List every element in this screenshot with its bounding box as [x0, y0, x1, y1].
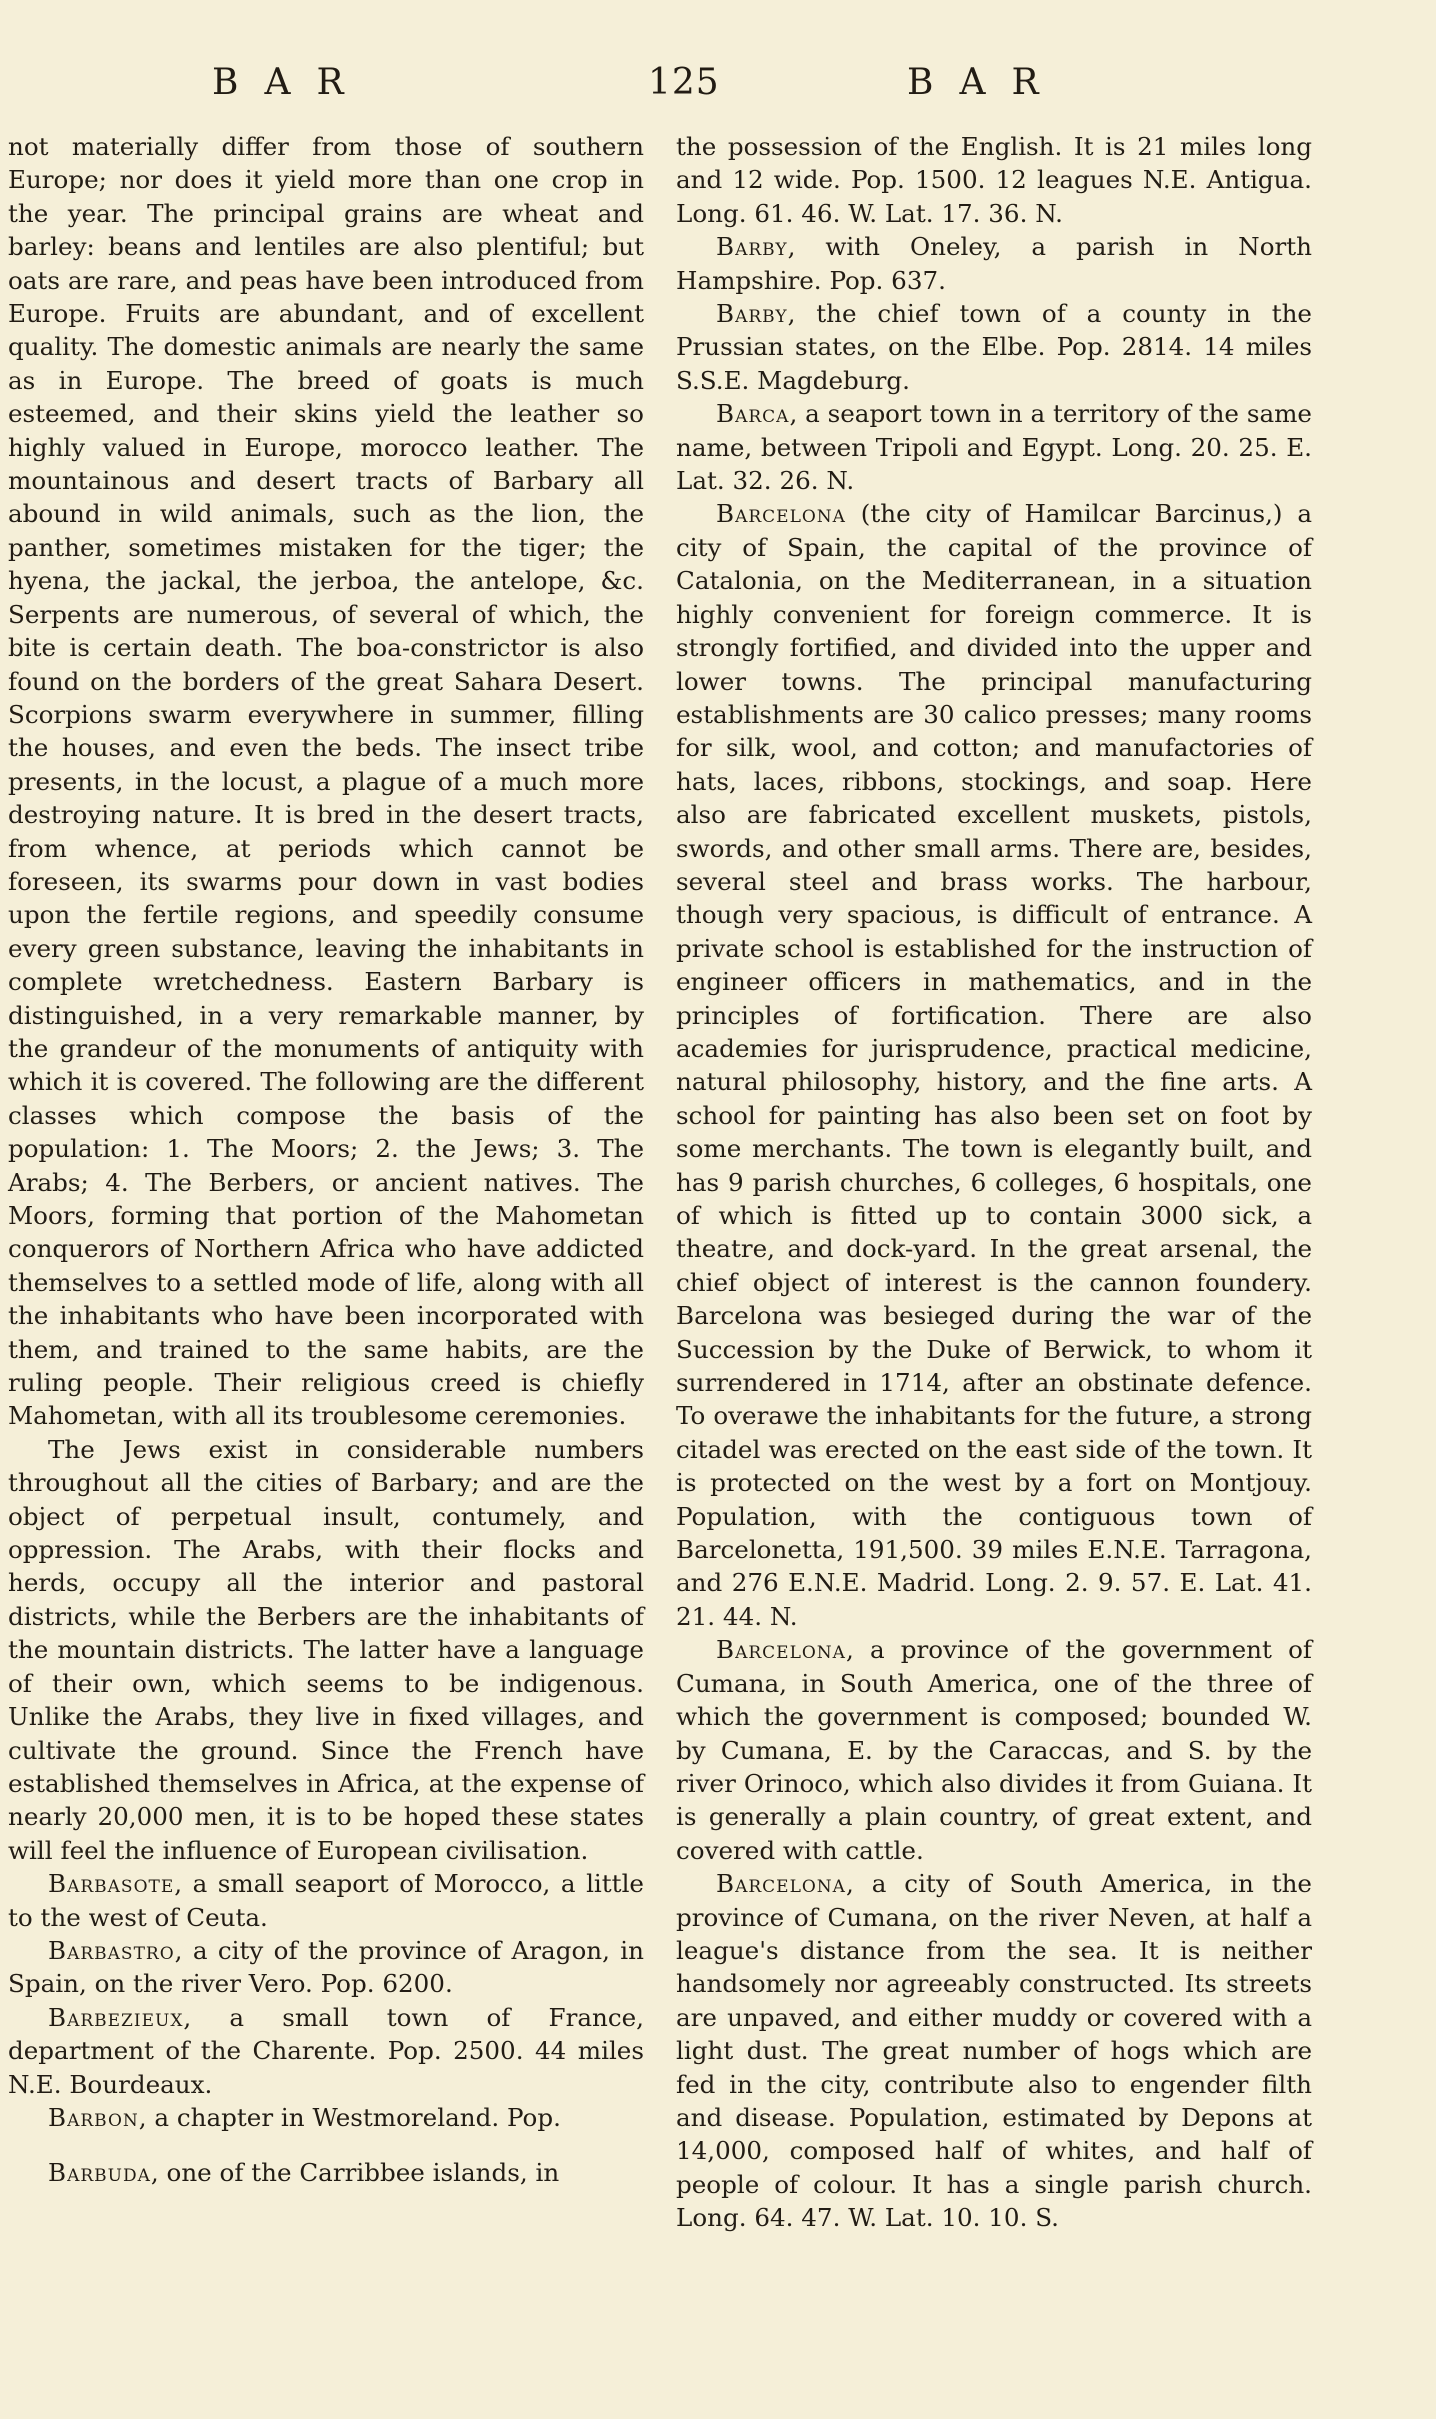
dictionary-entry	[676, 1633, 1312, 1867]
entry-headword: Barbasote	[48, 1869, 175, 1899]
entry-text: , a province of the government of Cumana, in South America, one of the three of which the government is composed; bounded W. by Cumana, E. by the Caraccas, and S. by the river Orinoco, which also divides it from Guiana. It is generally a plain country, of great extent, and covered with cattle.	[676, 1635, 1312, 1865]
dictionary-entry	[676, 230, 1312, 297]
dictionary-entry	[8, 1934, 644, 2001]
entry-text: , the chief town of a county in the Prussian states, on the Elbe. Pop. 2814. 14 miles S.S.E. Magdeburg.	[676, 299, 1312, 395]
entry-text: The Jews exist in considerable numbers throughout all the cities of Barbary; and are the object of perpetual insult, contumely, and oppression. The Arabs, with their flocks and herds, occupy all the interior and pastoral districts, while the Berbers are the inhabitants of the mountain districts. The latter have a language of their own, which seems to be indigenous. Unlike the Arabs, they live in fixed villages, and cultivate the ground. Since the French have established themselves in Africa, at the expense of nearly 20,000 men, it is to be hoped these states will feel the influence of European civilisation.	[8, 1434, 644, 1865]
entry-headword: Barca	[716, 399, 790, 429]
dictionary-entry	[676, 297, 1312, 397]
entry-headword: Barcelona	[716, 499, 846, 529]
left-column	[8, 130, 644, 2190]
dictionary-entry	[676, 397, 1312, 497]
dictionary-entry	[8, 2001, 644, 2101]
entry-headword: Barcelona	[716, 1635, 846, 1665]
dictionary-entry	[676, 497, 1312, 1633]
entry-text: , one of the Carribbee islands, in	[150, 2158, 560, 2188]
entry-text: not materially differ from those of southern Europe; nor does it yield more than one crop in the year. The principal grains are wheat and barley: beans and lentiles are also plentiful; but oats are rare, and peas have been introduced from Europe. Fruits are abundant, and of excellent quality. The domestic animals are nearly the same as in Europe. The breed of goats is much esteemed, and their skins yield the leather so highly valued in Europe, morocco leather. The mountainous and desert tracts of Barbary all abound in wild animals, such as the lion, the panther, sometimes mistaken for the tiger; the hyena, the jackal, the jerboa, the antelope, &c. Serpents are numerous, of several of which, the bite is certain death. The boa-constrictor is also found on the borders of the great Sahara Desert. Scorpions swarm everywhere in summer, filling the houses, and even the beds. The insect tribe presents, in the locust, a plague of a much more destroying nature. It is bred in the desert tracts, from whence, at periods which cannot be foreseen, its swarms pour down in vast bodies upon the fertile regions, and speedily consume every green substance, leaving the inhabitants in complete wretchedness. Eastern Barbary is distinguished, in a very remarkable manner, by the grandeur of the monuments of antiquity with which it is covered. The following are the different classes which compose the basis of the population: 1. The Moors; 2. the Jews; 3. The Arabs; 4. The Berbers, or ancient natives. The Moors, forming that portion of the Mahometan conquerors of Northern Africa who have addicted themselves to a settled mode of life, along with all the inhabitants who have been incorporated with them, and trained to the same habits, are the ruling people. Their religious creed is chiefly Mahometan, with all its troublesome ceremonies.	[8, 132, 644, 1431]
entry-headword: Barcelona	[716, 1869, 846, 1899]
entry-headword: Barby	[716, 232, 788, 262]
entry-text: the possession of the English. It is 21 miles long and 12 wide. Pop. 1500. 12 leagues N.E. Antigua. Long. 61. 46. W. Lat. 17. 36. N.	[676, 132, 1312, 228]
entry-text: , a small town of France, department of the Charente. Pop. 2500. 44 miles N.E. Bourdeaux.	[8, 2002, 644, 2099]
header-right-word: BAR	[907, 62, 1065, 103]
entry-text: , with Oneley, a parish in North Hampshire. Pop. 637.	[676, 232, 1312, 295]
entry-headword: Barbuda	[48, 2158, 151, 2188]
entry-paragraph	[8, 130, 644, 1433]
entry-text: , a city of South America, in the province of Cumana, on the river Neven, at half a league's distance from the sea. It is neither handsomely nor agreeably constructed. Its streets are unpaved, and either muddy or covered with a light dust. The great number of hogs which are fed in the city, contribute also to engender filth and disease. Population, estimated by Depons at 14,000, composed half of whites, and half of people of colour. It has a single parish church. Long. 64. 47. W. Lat. 10. 10. S.	[676, 1869, 1312, 2233]
entry-headword: Barbezieux	[48, 2002, 184, 2032]
dictionary-entry	[8, 2156, 644, 2189]
right-column	[676, 130, 1312, 2235]
entry-text: , a city of the province of Aragon, in Spain, on the river Vero. Pop. 6200.	[8, 1935, 644, 1999]
entry-headword: Barby	[716, 299, 788, 329]
entry-paragraph	[676, 130, 1312, 230]
dictionary-entry	[676, 1867, 1312, 2234]
entry-text: , a small seaport of Morocco, a little to the west of Ceuta.	[8, 1869, 644, 1932]
entry-paragraph	[8, 1433, 644, 1867]
running-header	[0, 62, 1436, 112]
dictionary-entry	[8, 1867, 644, 1934]
page-number: 125	[648, 62, 720, 103]
entry-headword: Barbon	[48, 2102, 139, 2132]
dictionary-entry	[8, 2101, 644, 2134]
entry-headword: Barbastro	[48, 1935, 175, 1965]
header-left-word: BAR	[212, 62, 370, 103]
entry-text: (the city of Hamilcar Barcinus,) a city of Spain, the capital of the province of Catalonia, on the Mediterranean, in a situation highly convenient for foreign commerce. It is strongly fortified, and divided into the upper and lower towns. The principal manufacturing establishments are 30 calico presses; many rooms for silk, wool, and cotton; and manufactories of hats, laces, ribbons, stockings, and soap. Here also are fabricated excellent muskets, pistols, swords, and other small arms. There are, besides, several steel and brass works. The harbour, though very spacious, is difficult of entrance. A private school is established for the instruction of engineer officers in mathematics, and in the principles of fortification. There are also academies for jurisprudence, practical medicine, natural philosophy, history, and the fine arts. A school for painting has also been set on foot by some merchants. The town is elegantly built, and has 9 parish churches, 6 colleges, 6 hospitals, one of which is fitted up to contain 3000 sick, a theatre, and dock-yard. In the great arsenal, the chief object of interest is the cannon foundery. Barcelona was besieged during the war of the Succession by the Duke of Berwick, to whom it surrendered in 1714, after an obstinate defence. To overawe the inhabitants for the future, a strong citadel was erected on the east side of the town. It is protected on the west by a fort on Montjouy. Population, with the contiguous town of Barcelonetta, 191,500. 39 miles E.N.E. Tarragona, and 276 E.N.E. Madrid. Long. 2. 9. 57. E. Lat. 41. 21. 44. N.	[676, 499, 1312, 1631]
entry-text: , a chapter in Westmoreland. Pop.	[138, 2102, 561, 2132]
entry-text: , a seaport town in a territory of the same name, between Tripoli and Egypt. Long. 20. 25. E. Lat. 32. 26. N.	[676, 399, 1312, 496]
